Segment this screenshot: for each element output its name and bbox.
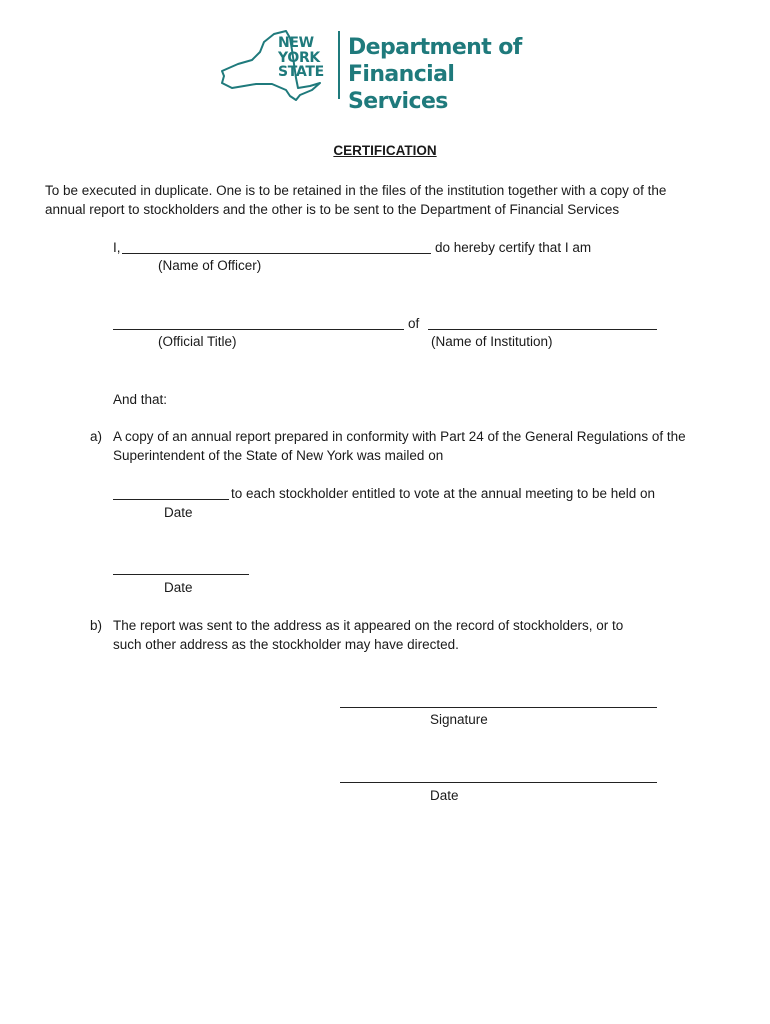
item-b-line-1: The report was sent to the address as it appeared on the record of stockholders, or to [113, 618, 624, 633]
institution-name-line[interactable] [428, 329, 657, 330]
officer-prefix: I, [113, 240, 121, 255]
item-b-marker: b) [90, 618, 103, 633]
logo-divider [338, 31, 340, 99]
dfs-logo [216, 28, 556, 114]
meeting-date-line[interactable] [113, 574, 249, 575]
department-name: Department of Financial Services [348, 35, 522, 114]
nys-wordmark: NEW YORK STATE [278, 35, 324, 80]
intro-line-1: To be executed in duplicate. One is to be retained in the files of the institution together with a copy of the [45, 183, 667, 198]
final-date-caption: Date [430, 788, 459, 803]
item-a-line-1: A copy of an annual report prepared in conformity with Part 24 of the General Regulations of the [113, 429, 686, 444]
mailed-suffix: to each stockholder entitled to vote at the annual meeting to be held on [231, 486, 656, 501]
signature-caption: Signature [430, 712, 488, 727]
officer-caption: (Name of Officer) [158, 258, 262, 273]
mailed-date-caption: Date [164, 505, 193, 520]
item-b-line-2: such other address as the stockholder may have directed. [113, 637, 459, 652]
officer-suffix: do hereby certify that I am [435, 240, 592, 255]
page-title: CERTIFICATION [333, 143, 437, 158]
officer-name-line[interactable] [122, 253, 431, 254]
institution-caption: (Name of Institution) [431, 334, 553, 349]
of-label: of [408, 316, 420, 331]
mailed-date-line[interactable] [113, 499, 229, 500]
and-that-label: And that: [113, 392, 168, 407]
official-title-caption: (Official Title) [158, 334, 237, 349]
meeting-date-caption: Date [164, 580, 193, 595]
item-a-line-2: Superintendent of the State of New York was mailed on [113, 448, 444, 463]
item-a-marker: a) [90, 429, 103, 444]
official-title-line[interactable] [113, 329, 404, 330]
final-date-line[interactable] [340, 782, 657, 783]
intro-line-2: annual report to stockholders and the other is to be sent to the Department of Financial Services [45, 202, 620, 217]
signature-line[interactable] [340, 707, 657, 708]
